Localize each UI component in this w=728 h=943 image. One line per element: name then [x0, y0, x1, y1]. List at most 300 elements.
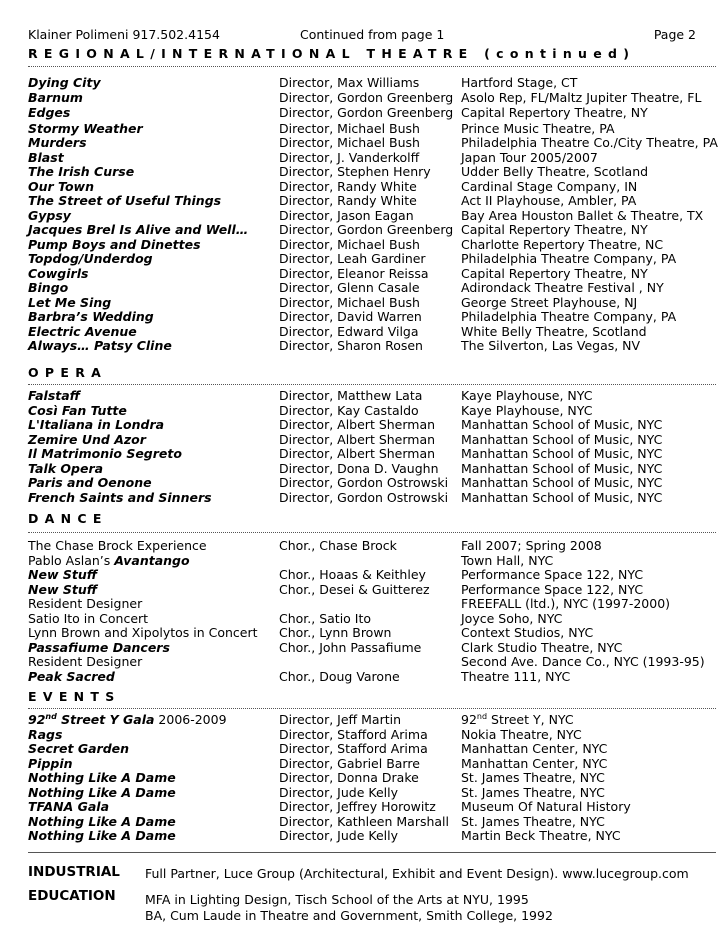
director-credit: Director, Jude Kelly [279, 828, 398, 843]
header-page-number: Page 2 [653, 27, 696, 42]
credit-row [28, 310, 728, 325]
title-part: Let Me Sing [28, 294, 112, 310]
education-line-2: BA, Cum Laude in Theatre and Government, Smith College, 1992 [145, 908, 553, 923]
credit-row [28, 252, 728, 267]
director-credit: Director, Jude Kelly [279, 784, 398, 800]
title-part: Pablo Aslan’s [28, 552, 115, 568]
production-title [28, 742, 129, 757]
credit-row [28, 757, 728, 772]
venue-text: Asolo Rep, FL/Maltz Jupiter Theatre, FL [461, 89, 702, 105]
production-title [28, 252, 153, 267]
venue [461, 310, 676, 325]
venue [461, 728, 582, 743]
credit-row [28, 281, 728, 296]
credit-row [28, 209, 728, 224]
venue-text: 92 [461, 712, 477, 727]
production-title [28, 194, 221, 209]
title-part: Paris and Oenone [28, 475, 152, 490]
title-part: Satio Ito in Concert [28, 610, 149, 626]
credit-row [28, 626, 728, 641]
credit-row [28, 122, 728, 137]
page-header [28, 27, 718, 43]
director-credit: Director, Kay Castaldo [279, 402, 419, 418]
venue [461, 151, 598, 166]
title-part: Electric Avenue [28, 323, 137, 339]
venue-text: Bay Area Houston Ballet & Theatre, TX [461, 207, 704, 223]
production-title [28, 815, 176, 830]
credit-row [28, 194, 728, 209]
credit-row [28, 800, 728, 815]
title-part: Rags [28, 726, 63, 742]
credit-row [28, 728, 728, 743]
venue [461, 339, 640, 354]
title-part: New Stuff [28, 581, 98, 597]
production-title [28, 829, 176, 844]
production-title [28, 76, 101, 91]
venue-text: George Street Playhouse, NJ [461, 294, 638, 310]
title-part: Pump Boys and Dinettes [28, 236, 201, 252]
title-part: French Saints and Sinners [28, 489, 212, 505]
director-credit: Chor., Hoaas & Keithley [279, 567, 426, 582]
title-part: L'Italiana in Londra [28, 417, 165, 432]
venue [461, 757, 607, 772]
venue [461, 800, 631, 815]
director-credit: Director, Jason Eagan [279, 207, 414, 223]
title-part: Blast [28, 149, 64, 165]
venue [461, 105, 648, 122]
title-part: Our Town [28, 178, 94, 194]
director-credit: Director, Stafford Arima [279, 726, 428, 742]
production-title [28, 267, 88, 282]
title-part: TFANA Gala [28, 799, 110, 814]
venue [461, 404, 592, 419]
venue-text: Manhattan School of Music, NYC [461, 475, 663, 490]
credit-row [28, 476, 728, 491]
venue-text: Manhattan Center, NYC [461, 741, 608, 756]
director-credit: Director, Gabriel Barre [279, 755, 420, 771]
director-credit: Director, David Warren [279, 309, 422, 324]
credit-row [28, 136, 728, 151]
credit-row [28, 815, 728, 830]
section-title-regional: REGIONAL/INTERNATIONAL THEATRE (continued) [28, 46, 636, 61]
credit-row [28, 554, 728, 569]
venue-text: Kaye Playhouse, NYC [461, 388, 593, 403]
venue-text: Act II Playhouse, Ambler, PA [461, 193, 637, 208]
title-part: The Irish Curse [28, 164, 135, 179]
director-credit: Chor., Lynn Brown [279, 625, 392, 640]
production-title [28, 209, 71, 224]
title-part: Always… Patsy Cline [28, 338, 172, 353]
credit-row [28, 267, 728, 282]
venue [461, 433, 662, 448]
director-credit: Director, Jeffrey Horowitz [279, 799, 436, 814]
title-part: Zemire Und Azor [28, 431, 146, 447]
credit-row [28, 151, 728, 166]
director-credit: Director, Gordon Ostrowski [279, 489, 449, 505]
venue-text: Clark Studio Theatre, NYC [461, 639, 623, 655]
director-credit: Director, Albert Sherman [279, 417, 436, 432]
credit-row [28, 597, 728, 612]
production-title [28, 180, 94, 195]
venue [461, 281, 664, 296]
title-part: Nothing Like A Dame [28, 784, 176, 800]
venue [461, 418, 662, 433]
production-title [28, 713, 227, 728]
director-credit: Director, Michael Bush [279, 294, 420, 310]
production-title [28, 151, 64, 166]
director-credit: Director, Gordon Greenberg [279, 222, 454, 237]
credit-row [28, 462, 728, 477]
venue [461, 223, 648, 238]
credit-row [28, 612, 728, 627]
venue-text: Japan Tour 2005/2007 [461, 149, 598, 165]
credit-row [28, 539, 728, 554]
director-credit: Chor., Doug Varone [279, 668, 400, 684]
title-part: 92 [28, 712, 46, 727]
title-part: Pippin [28, 755, 73, 771]
ordinal-suffix: nd [45, 711, 57, 721]
title-part: Il Matrimonio Segreto [28, 446, 182, 461]
production-title [28, 655, 142, 670]
director-credit: Director, Max Williams [279, 75, 420, 90]
venue-text: Capital Repertory Theatre, NY [461, 105, 648, 120]
venue-text: Kaye Playhouse, NYC [461, 402, 593, 418]
credit-row [28, 325, 728, 340]
venue [461, 122, 615, 137]
production-title [28, 641, 170, 656]
director-credit: Chor., Desei & Guitterez [279, 581, 430, 597]
production-title [28, 568, 97, 583]
production-title [28, 757, 73, 772]
credit-row [28, 786, 728, 801]
venue [461, 462, 662, 477]
title-part: New Stuff [28, 567, 98, 582]
venue-text: Theatre 111, NYC [461, 668, 571, 684]
header-continued: Continued from page 1 [300, 27, 445, 42]
credit-row [28, 418, 728, 433]
production-title [28, 223, 248, 238]
production-title [28, 91, 83, 106]
venue [461, 539, 602, 554]
venue [461, 136, 718, 151]
venue [461, 554, 553, 569]
title-part: Passafiume Dancers [28, 639, 170, 655]
venue-text: Context Studios, NYC [461, 625, 594, 640]
venue-text: Capital Repertory Theatre, NY [461, 265, 648, 281]
venue [461, 252, 676, 267]
title-part: Falstaff [28, 388, 81, 403]
credit-row [28, 223, 728, 238]
title-part: Peak Sacred [28, 668, 115, 684]
director-credit: Director, Michael Bush [279, 120, 420, 136]
director-credit: Director, Gordon Ostrowski [279, 475, 449, 490]
title-part: Resident Designer [28, 596, 143, 611]
venue [461, 771, 605, 786]
title-part: Murders [28, 135, 87, 150]
director-credit: Chor., Satio Ito [279, 610, 372, 626]
venue-text: Philadelphia Theatre Co./City Theatre, PA [461, 135, 718, 150]
venue-text: Nokia Theatre, NYC [461, 726, 582, 742]
director-credit: Director, Glenn Casale [279, 280, 420, 295]
production-title [28, 786, 176, 801]
production-title [28, 310, 154, 325]
title-part: Cowgirls [28, 265, 89, 281]
director-credit: Director, Jeff Martin [279, 712, 402, 727]
director-credit: Director, Gordon Greenberg [279, 105, 454, 120]
credit-row [28, 339, 728, 354]
venue [461, 476, 662, 491]
venue-text: Museum Of Natural History [461, 799, 631, 814]
production-title [28, 554, 190, 569]
venue-text: Philadelphia Theatre Company, PA [461, 309, 677, 324]
title-part: Barnum [28, 89, 83, 105]
production-title [28, 491, 212, 506]
section-title-dance: DANCE [28, 511, 108, 526]
venue-text: Adirondack Theatre Festival , NY [461, 280, 664, 295]
section-divider [28, 708, 716, 709]
director-credit: Director, J. Vanderkolff [279, 149, 420, 165]
education-label: EDUCATION [28, 888, 116, 904]
credit-row [28, 238, 728, 253]
venue-text: Udder Belly Theatre, Scotland [461, 164, 649, 179]
title-part: The Chase Brock Experience [28, 538, 207, 553]
venue [461, 194, 636, 209]
section-divider [28, 384, 716, 385]
production-title [28, 539, 207, 554]
production-title [28, 597, 142, 612]
section-divider [28, 66, 716, 67]
venue-text: Manhattan School of Music, NYC [461, 431, 663, 447]
production-title [28, 325, 137, 340]
credit-row [28, 742, 728, 757]
production-title [28, 404, 127, 419]
venue-text: Manhattan Center, NYC [461, 755, 608, 771]
ordinal-suffix: nd [476, 711, 488, 721]
production-title [28, 165, 134, 180]
director-credit: Director, Randy White [279, 193, 417, 208]
production-title [28, 728, 62, 743]
title-part: Topdog/Underdog [28, 251, 153, 266]
production-title [28, 800, 109, 815]
production-title [28, 418, 164, 433]
title-part: Nothing Like A Dame [28, 770, 176, 785]
director-credit: Director, Edward Vilga [279, 323, 419, 339]
title-part: Street Y Gala [56, 712, 155, 727]
title-part: Edges [28, 105, 71, 120]
director-credit: Director, Albert Sherman [279, 446, 436, 461]
credit-row [28, 491, 728, 506]
production-title [28, 670, 115, 685]
production-title [28, 626, 258, 641]
production-title [28, 296, 111, 311]
bottom-divider [28, 852, 716, 853]
title-part: Barbra’s Wedding [28, 309, 154, 324]
venue [461, 296, 637, 311]
director-credit: Chor., John Passafiume [279, 639, 422, 655]
venue [461, 583, 643, 598]
venue-text: Street Y, NYC [487, 712, 574, 727]
title-part: Talk Opera [28, 460, 104, 476]
credit-row [28, 389, 728, 404]
venue [461, 267, 648, 282]
venue-text: Philadelphia Theatre Company, PA [461, 251, 677, 266]
venue-text: The Silverton, Las Vegas, NV [461, 338, 641, 353]
title-part: Stormy Weather [28, 120, 143, 136]
dance-list [28, 539, 728, 684]
director-credit: Chor., Chase Brock [279, 538, 397, 553]
venue [461, 815, 605, 830]
production-title [28, 389, 80, 404]
credit-row [28, 771, 728, 786]
title-part: 2006-2009 [154, 712, 227, 727]
production-title [28, 122, 143, 137]
credit-row [28, 433, 728, 448]
venue [461, 713, 574, 728]
venue [461, 491, 662, 506]
production-title [28, 462, 103, 477]
venue-text: Manhattan School of Music, NYC [461, 446, 663, 461]
director-credit: Director, Sharon Rosen [279, 338, 423, 353]
venue [461, 209, 703, 224]
title-part: Bingo [28, 280, 69, 295]
opera-list [28, 389, 728, 505]
venue [461, 786, 605, 801]
venue [461, 447, 662, 462]
section-title-opera: OPERA [28, 365, 108, 380]
credit-row [28, 583, 728, 598]
venue [461, 641, 622, 656]
venue-text: St. James Theatre, NYC [461, 784, 605, 800]
production-title [28, 105, 70, 122]
credit-row [28, 829, 728, 844]
section-title-events: EVENTS [28, 689, 121, 704]
venue-text: Joyce Soho, NYC [461, 610, 563, 626]
venue [461, 626, 593, 641]
section-divider [28, 532, 716, 533]
director-credit: Director, Kathleen Marshall [279, 813, 449, 829]
director-credit: Director, Stafford Arima [279, 741, 428, 756]
venue-text: St. James Theatre, NYC [461, 770, 605, 785]
credit-row [28, 447, 728, 462]
education-line-1: MFA in Lighting Design, Tisch School of the Arts at NYU, 1995 [145, 892, 529, 907]
director-credit: Director, Eleanor Reissa [279, 265, 429, 281]
venue-text: St. James Theatre, NYC [461, 813, 605, 829]
credit-row [28, 404, 728, 419]
production-title [28, 583, 97, 598]
venue-text: Prince Music Theatre, PA [461, 120, 615, 136]
venue [461, 238, 663, 253]
director-credit: Director, Leah Gardiner [279, 251, 426, 266]
credit-row [28, 641, 728, 656]
industrial-text: Full Partner, Luce Group (Architectural, Exhibit and Event Design). www.lucegroup.com [145, 866, 689, 881]
production-title [28, 612, 148, 627]
venue [461, 325, 647, 340]
venue-text: White Belly Theatre, Scotland [461, 323, 647, 339]
credit-row [28, 180, 728, 195]
title-part: Dying City [28, 75, 101, 90]
venue [461, 655, 705, 670]
production-title [28, 281, 68, 296]
director-credit: Director, Albert Sherman [279, 431, 436, 447]
director-credit: Director, Michael Bush [279, 236, 420, 252]
credit-row [28, 165, 728, 180]
credit-row [28, 91, 728, 106]
title-part: Lynn Brown and Xipolytos in Concert [28, 625, 258, 640]
venue-text: Town Hall, NYC [461, 552, 554, 568]
director-credit: Director, Dona D. Vaughn [279, 460, 439, 476]
production-title [28, 339, 172, 354]
industrial-label: INDUSTRIAL [28, 864, 120, 880]
venue [461, 180, 637, 195]
venue-text: Martin Beck Theatre, NYC [461, 828, 621, 843]
credit-row [28, 713, 728, 728]
production-title [28, 771, 176, 786]
venue-text: Hartford Stage, CT [461, 75, 578, 90]
venue [461, 597, 670, 612]
director-credit: Director, Randy White [279, 178, 417, 194]
credit-row [28, 76, 728, 91]
venue [461, 91, 701, 106]
venue [461, 742, 607, 757]
credit-row [28, 296, 728, 311]
venue-text: Manhattan School of Music, NYC [461, 417, 663, 432]
title-part: Gypsy [28, 207, 71, 223]
venue-text: Performance Space 122, NYC [461, 567, 644, 582]
title-part: The Street of Useful Things [28, 193, 222, 208]
title-part: Resident Designer [28, 654, 143, 669]
venue [461, 829, 621, 844]
title-part: Jacques Brel Is Alive and Well… [28, 222, 249, 237]
venue-text: FREEFALL (ltd.), NYC (1997-2000) [461, 596, 671, 611]
production-title [28, 476, 152, 491]
production-title [28, 238, 201, 253]
title-part: Così Fan Tutte [28, 402, 127, 418]
venue [461, 165, 648, 180]
title-part: Nothing Like A Dame [28, 828, 176, 843]
venue-text: Cardinal Stage Company, IN [461, 178, 638, 194]
events-list [28, 713, 728, 844]
title-part: Nothing Like A Dame [28, 813, 176, 829]
venue-text: Charlotte Repertory Theatre, NC [461, 236, 664, 252]
production-title [28, 433, 146, 448]
director-credit: Director, Michael Bush [279, 135, 420, 150]
venue [461, 670, 570, 685]
venue [461, 76, 577, 91]
venue-text: Second Ave. Dance Co., NYC (1993-95) [461, 654, 705, 669]
venue-text: Capital Repertory Theatre, NY [461, 222, 648, 237]
director-credit: Director, Gordon Greenberg [279, 89, 454, 105]
regional-list [28, 76, 728, 354]
title-part: Avantango [114, 552, 190, 568]
title-part: Secret Garden [28, 741, 130, 756]
venue-text: Performance Space 122, NYC [461, 581, 644, 597]
credit-row [28, 655, 728, 670]
director-credit: Director, Matthew Lata [279, 388, 423, 403]
venue [461, 389, 592, 404]
venue-text: Manhattan School of Music, NYC [461, 460, 663, 476]
venue-text: Fall 2007; Spring 2008 [461, 538, 602, 553]
credit-row [28, 670, 728, 685]
director-credit: Director, Stephen Henry [279, 164, 431, 179]
venue-text: Manhattan School of Music, NYC [461, 489, 663, 505]
credit-row [28, 568, 728, 583]
credit-row [28, 105, 728, 122]
production-title [28, 447, 182, 462]
venue [461, 568, 643, 583]
production-title [28, 136, 87, 151]
director-credit: Director, Donna Drake [279, 770, 419, 785]
venue [461, 612, 562, 627]
